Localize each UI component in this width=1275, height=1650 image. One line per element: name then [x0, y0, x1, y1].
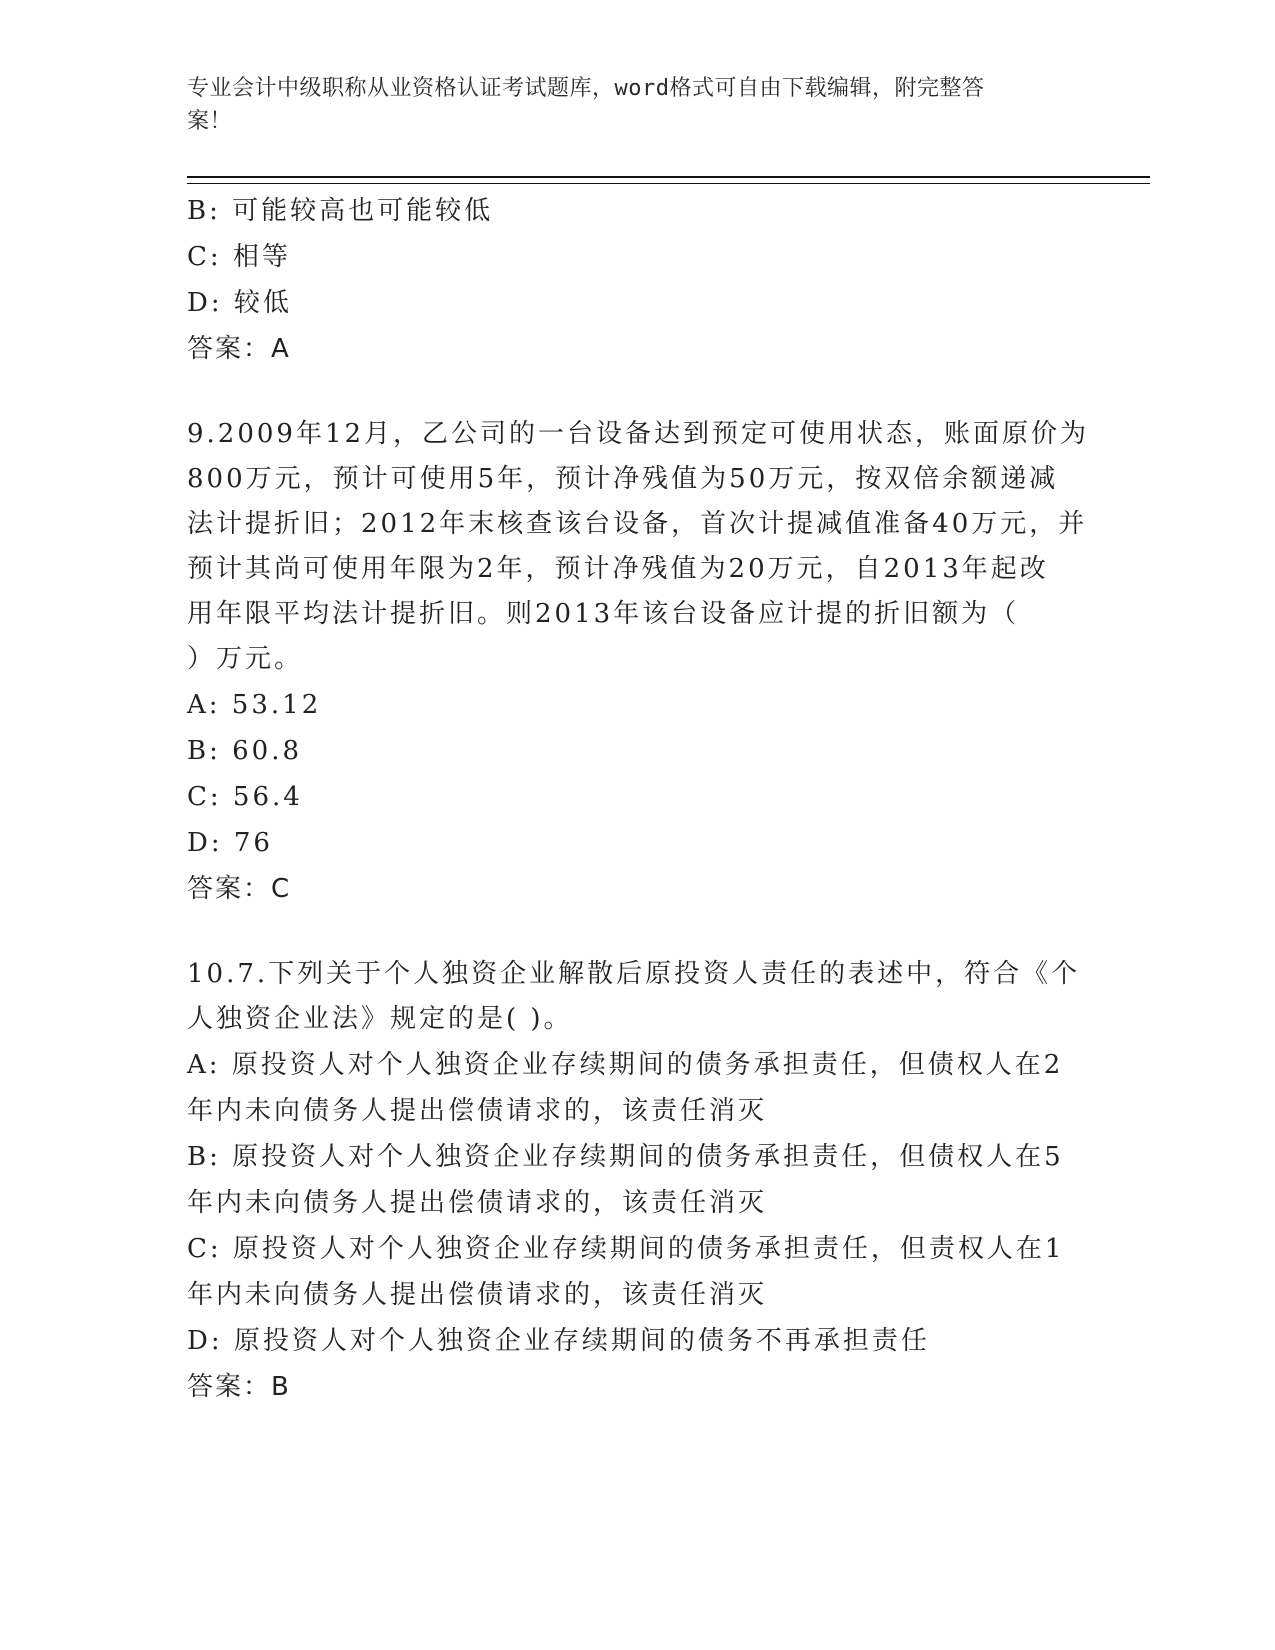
header-line-1: 专业会计中级职称从业资格认证考试题库，word格式可自由下载编辑，附完整答: [187, 76, 985, 101]
stem-line: 用年限平均法计提折旧。则2013年该台设备应计提的折旧额为（: [187, 599, 1020, 629]
option-c: C: 56.4: [187, 782, 303, 812]
answer-line: 答案：C: [187, 874, 292, 904]
stem-line: 法计提折旧；2012年末核查该台设备，首次计提减值准备40万元，并: [187, 509, 1088, 539]
stem-line: ）万元。: [187, 644, 304, 674]
stem-line: 人独资企业法》规定的是( )。: [187, 1004, 573, 1034]
document-header: [187, 72, 1067, 138]
question-8-tail: [187, 188, 1087, 372]
header-divider-thin: [187, 183, 1150, 184]
option-a-continued: 年内未向债务人提出偿债请求的，该责任消灭: [187, 1096, 768, 1126]
header-divider-thick: [187, 176, 1150, 178]
answer-line: 答案：A: [187, 334, 291, 364]
option-a: A: 原投资人对个人独资企业存续期间的债务承担责任，但债权人在2: [187, 1050, 1064, 1080]
spacer: [187, 372, 1087, 412]
option-b-continued: 年内未向债务人提出偿债请求的，该责任消灭: [187, 1188, 768, 1218]
option-a: A: 53.12: [187, 690, 322, 720]
answer-line: 答案：B: [187, 1372, 291, 1402]
header-line-2: 案！: [187, 109, 233, 134]
question-stem: [187, 952, 1087, 1042]
option-b: B: 60.8: [187, 736, 303, 766]
stem-line: 800万元，预计可使用5年，预计净残值为50万元，按双倍余额递减: [187, 464, 1059, 494]
option-d: D: 原投资人对个人独资企业存续期间的债务不再承担责任: [187, 1326, 930, 1356]
option-d: D: 较低: [187, 288, 292, 318]
option-c-continued: 年内未向债务人提出偿债请求的，该责任消灭: [187, 1280, 768, 1310]
spacer: [187, 912, 1087, 952]
option-c: C: 原投资人对个人独资企业存续期间的债务承担责任，但责权人在1: [187, 1234, 1065, 1264]
question-10: [187, 952, 1087, 1410]
stem-line: 9.2009年12月，乙公司的一台设备达到预定可使用状态，账面原价为: [187, 419, 1090, 449]
stem-line: 10.7.下列关于个人独资企业解散后原投资人责任的表述中，符合《个: [187, 959, 1081, 989]
document-body: [187, 188, 1090, 1410]
option-b: B: 可能较高也可能较低: [187, 196, 494, 226]
question-9: [187, 412, 1090, 912]
question-stem: [187, 412, 1090, 682]
option-b: B: 原投资人对个人独资企业存续期间的债务承担责任，但债权人在5: [187, 1142, 1064, 1172]
option-d: D: 76: [187, 828, 273, 858]
option-c: C: 相等: [187, 242, 291, 272]
stem-line: 预计其尚可使用年限为2年，预计净残值为20万元，自2013年起改: [187, 554, 1049, 584]
